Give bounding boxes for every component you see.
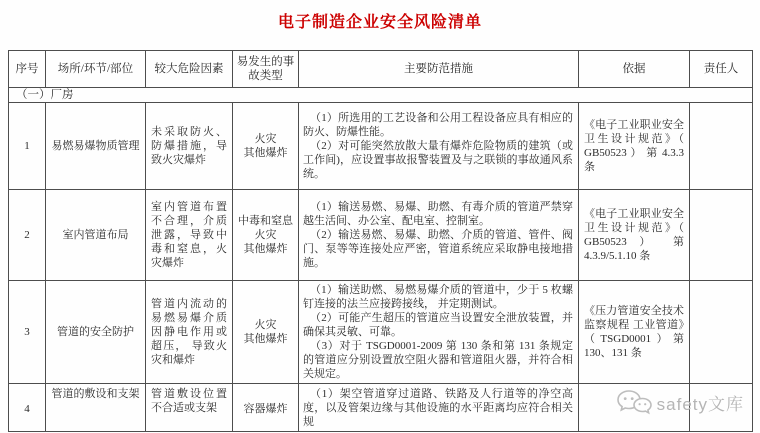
table-row [9,190,753,281]
accident-type-line: 其他爆炸 [243,243,288,255]
cell-basis: 《电子工业职业安全卫生设计规范》（ GB50523 ） 第 4.3.9/5.1.10 条 [579,190,690,281]
cell-basis: 《电子工业职业安全卫生设计规范》（ GB50523 ） 第 4.3.3 条 [579,103,690,190]
cell-responsible [690,190,753,281]
table-header-row [9,51,753,88]
cell-hazard: 管道敷设位置不合适或支架 [146,384,233,432]
watermark-label: safety文库 [656,395,744,414]
cell-hazard: 管道内流动的易燃易爆介质因静电作用或超压， 导致火灾和爆炸 [146,281,233,384]
measure-item: （2）可能产生超压的管道应当设置安全泄放装置，并确保其灵敏、可靠。 [303,312,573,338]
cell-hazard: 未采取防火、防爆措施，导致火灾爆炸 [146,103,233,190]
cell-location: 易燃易爆物质管理 [46,103,146,190]
page-title: 电子制造企业安全风险清单 [277,14,482,31]
cell-no: 3 [9,281,46,384]
section-row [9,88,753,103]
col-header-responsible: 责任人 [690,51,753,88]
accident-type-line: 火灾 [254,133,277,145]
measure-item: （1）架空管道穿过道路、铁路及人行道等的净空高度，以及管架边缘与其他设施的水平距离均应符合相关规 [303,388,573,428]
cell-responsible [690,281,753,384]
cell-location: 管道的敷设和支架 [46,384,146,432]
cell-accident-type [233,190,299,281]
cell-location: 管道的安全防护 [46,281,146,384]
risk-table [8,50,753,432]
measure-item: （1）所选用的工艺设备和公用工程设备应具有相应的防火、防爆性能。 [303,112,573,138]
accident-type-line: 火灾 [254,229,277,241]
cell-no: 2 [9,190,46,281]
col-header-basis: 依据 [579,51,690,88]
cell-no: 1 [9,103,46,190]
measure-item: （1）输送易燃、易爆、助燃、有毒介质的管道严禁穿越生活间、办公室、配电室、控制室。 [303,201,573,227]
measure-item: （3）对于 TSGD0001-2009 第 130 条和第 131 条规定的管道应分别设置放空阻火器和管道阻火器，并符合相关规定。 [303,340,573,380]
col-header-measures: 主要防范措施 [299,51,579,88]
cell-basis [579,384,690,432]
table-row [9,103,753,190]
measure-item: （2）输送易燃、易爆、助燃、介质的管道、管件、阀门、泵等等连接处应严密，管道系统应采取静电接地措施。 [303,229,573,269]
table-row [9,281,753,384]
col-header-location: 场所/环节/部位 [46,51,146,88]
cell-responsible [690,103,753,190]
cell-measures [299,103,579,190]
cell-responsible [690,384,753,432]
accident-type-line: 容器爆炸 [243,402,288,415]
cell-accident-type [233,384,299,432]
table-row [9,384,753,432]
cell-hazard: 室内管道布置不合理，介质泄露，导致中毒和窒息，火灾爆炸 [146,190,233,281]
col-header-no: 序号 [9,51,46,88]
cell-basis: 《压力管道安全技术监察规程 工业管道》（TSGD0001）第 130、131 条 [579,281,690,384]
measure-item: （2）对可能突然放散大量有爆炸危险物质的建筑（或工作间)，应设置事故报警装置及与之联锁的事故通风系统。 [303,140,573,180]
cell-measures [299,281,579,384]
cell-measures [299,190,579,281]
accident-type-line: 其他爆炸 [243,333,288,345]
cell-measures [299,384,579,432]
cell-accident-type [233,281,299,384]
cell-location: 室内管道布局 [46,190,146,281]
measure-item: （1）输送助燃、易燃易爆介质的管道中，少于 5 枚螺钉连接的法兰应接跨接线， 并定期测试。 [303,284,573,310]
cell-accident-type [233,103,299,190]
accident-type-line: 火灾 [254,319,277,331]
col-header-hazard: 较大危险因素 [146,51,233,88]
accident-type-line: 其他爆炸 [243,147,288,159]
accident-type-line: 中毒和窒息 [238,215,293,227]
section-title: （一）厂房 [9,88,753,103]
cell-no: 4 [9,384,46,432]
col-header-accident-type: 易发生的事故类型 [233,51,299,88]
